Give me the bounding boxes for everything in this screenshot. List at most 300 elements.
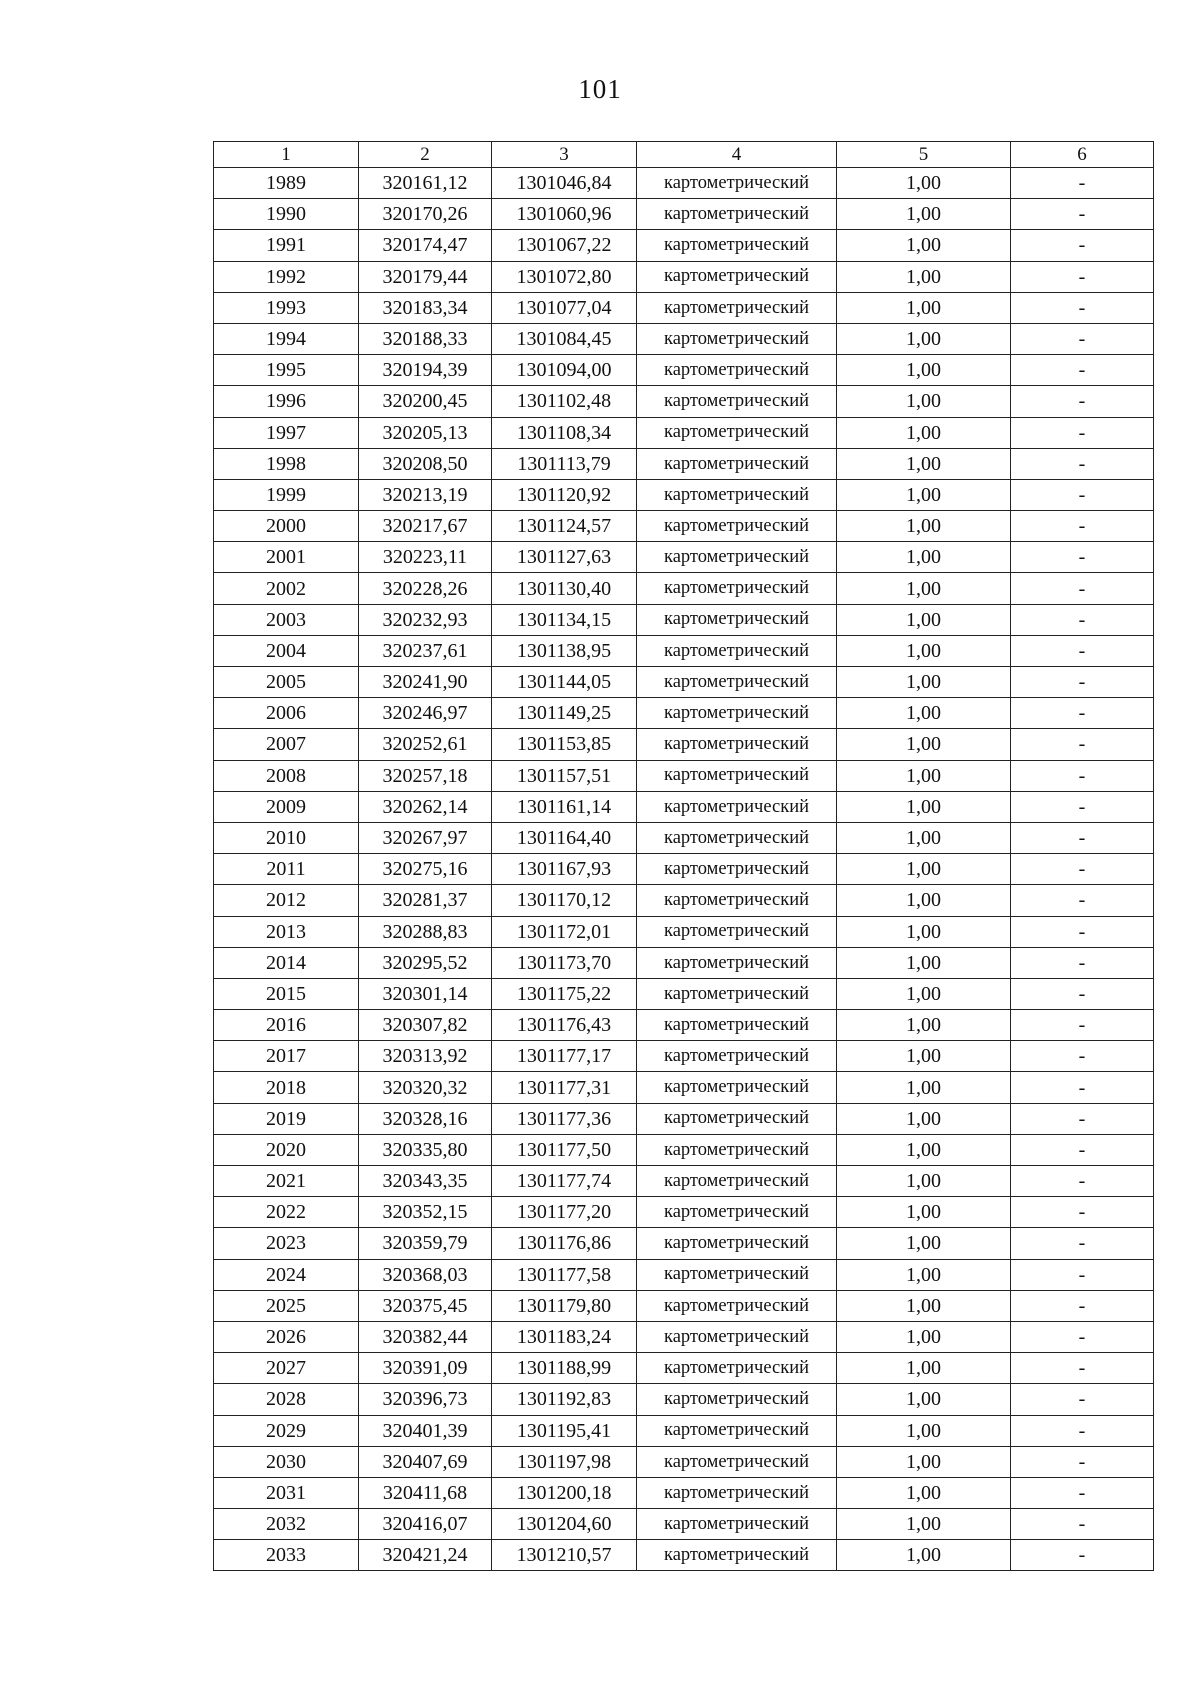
point-number-cell: 2018 <box>214 1072 359 1103</box>
x-coordinate-cell: 320313,92 <box>359 1041 492 1072</box>
method-cell: картометрический <box>637 542 837 573</box>
point-number-cell: 2008 <box>214 760 359 791</box>
y-coordinate-cell: 1301177,74 <box>492 1166 637 1197</box>
header-cell: 2 <box>359 142 492 168</box>
y-coordinate-cell: 1301176,86 <box>492 1228 637 1259</box>
note-cell: - <box>1011 978 1154 1009</box>
note-cell: - <box>1011 199 1154 230</box>
table-row <box>214 1540 1154 1571</box>
table-row <box>214 511 1154 542</box>
x-coordinate-cell: 320252,61 <box>359 729 492 760</box>
accuracy-cell: 1,00 <box>837 1228 1011 1259</box>
point-number-cell: 2001 <box>214 542 359 573</box>
note-cell: - <box>1011 417 1154 448</box>
point-number-cell: 2013 <box>214 916 359 947</box>
method-cell: картометрический <box>637 916 837 947</box>
point-number-cell: 2003 <box>214 604 359 635</box>
note-cell: - <box>1011 386 1154 417</box>
method-cell: картометрический <box>637 822 837 853</box>
y-coordinate-cell: 1301183,24 <box>492 1321 637 1352</box>
x-coordinate-cell: 320241,90 <box>359 667 492 698</box>
accuracy-cell: 1,00 <box>837 1010 1011 1041</box>
header-cell: 6 <box>1011 142 1154 168</box>
method-cell: картометрический <box>637 1259 837 1290</box>
y-coordinate-cell: 1301046,84 <box>492 168 637 199</box>
accuracy-cell: 1,00 <box>837 1166 1011 1197</box>
accuracy-cell: 1,00 <box>837 885 1011 916</box>
method-cell: картометрический <box>637 947 837 978</box>
method-cell: картометрический <box>637 1134 837 1165</box>
x-coordinate-cell: 320188,33 <box>359 323 492 354</box>
point-number-cell: 2031 <box>214 1477 359 1508</box>
method-cell: картометрический <box>637 698 837 729</box>
note-cell: - <box>1011 261 1154 292</box>
point-number-cell: 2017 <box>214 1041 359 1072</box>
note-cell: - <box>1011 479 1154 510</box>
method-cell: картометрический <box>637 1446 837 1477</box>
method-cell: картометрический <box>637 978 837 1009</box>
point-number-cell: 2023 <box>214 1228 359 1259</box>
method-cell: картометрический <box>637 386 837 417</box>
table-row <box>214 885 1154 916</box>
y-coordinate-cell: 1301204,60 <box>492 1509 637 1540</box>
point-number-cell: 2025 <box>214 1290 359 1321</box>
x-coordinate-cell: 320307,82 <box>359 1010 492 1041</box>
accuracy-cell: 1,00 <box>837 947 1011 978</box>
x-coordinate-cell: 320208,50 <box>359 448 492 479</box>
point-number-cell: 2005 <box>214 667 359 698</box>
accuracy-cell: 1,00 <box>837 479 1011 510</box>
point-number-cell: 2020 <box>214 1134 359 1165</box>
y-coordinate-cell: 1301167,93 <box>492 854 637 885</box>
note-cell: - <box>1011 448 1154 479</box>
x-coordinate-cell: 320262,14 <box>359 791 492 822</box>
y-coordinate-cell: 1301067,22 <box>492 230 637 261</box>
method-cell: картометрический <box>637 573 837 604</box>
note-cell: - <box>1011 1415 1154 1446</box>
note-cell: - <box>1011 542 1154 573</box>
note-cell: - <box>1011 511 1154 542</box>
y-coordinate-cell: 1301172,01 <box>492 916 637 947</box>
table-row <box>214 791 1154 822</box>
accuracy-cell: 1,00 <box>837 542 1011 573</box>
note-cell: - <box>1011 1446 1154 1477</box>
note-cell: - <box>1011 230 1154 261</box>
note-cell: - <box>1011 573 1154 604</box>
y-coordinate-cell: 1301177,36 <box>492 1103 637 1134</box>
table-row <box>214 916 1154 947</box>
accuracy-cell: 1,00 <box>837 292 1011 323</box>
method-cell: картометрический <box>637 791 837 822</box>
method-cell: картометрический <box>637 885 837 916</box>
accuracy-cell: 1,00 <box>837 168 1011 199</box>
coordinates-table <box>213 141 1154 1571</box>
note-cell: - <box>1011 1509 1154 1540</box>
y-coordinate-cell: 1301120,92 <box>492 479 637 510</box>
y-coordinate-cell: 1301161,14 <box>492 791 637 822</box>
accuracy-cell: 1,00 <box>837 978 1011 1009</box>
method-cell: картометрический <box>637 1415 837 1446</box>
note-cell: - <box>1011 947 1154 978</box>
method-cell: картометрический <box>637 604 837 635</box>
method-cell: картометрический <box>637 635 837 666</box>
y-coordinate-cell: 1301102,48 <box>492 386 637 417</box>
x-coordinate-cell: 320301,14 <box>359 978 492 1009</box>
point-number-cell: 1989 <box>214 168 359 199</box>
accuracy-cell: 1,00 <box>837 417 1011 448</box>
method-cell: картометрический <box>637 199 837 230</box>
method-cell: картометрический <box>637 1010 837 1041</box>
point-number-cell: 1994 <box>214 323 359 354</box>
note-cell: - <box>1011 760 1154 791</box>
table-row <box>214 604 1154 635</box>
y-coordinate-cell: 1301127,63 <box>492 542 637 573</box>
y-coordinate-cell: 1301170,12 <box>492 885 637 916</box>
method-cell: картометрический <box>637 168 837 199</box>
point-number-cell: 2019 <box>214 1103 359 1134</box>
method-cell: картометрический <box>637 854 837 885</box>
table-row <box>214 1103 1154 1134</box>
method-cell: картометрический <box>637 511 837 542</box>
note-cell: - <box>1011 1072 1154 1103</box>
point-number-cell: 2011 <box>214 854 359 885</box>
point-number-cell: 1998 <box>214 448 359 479</box>
method-cell: картометрический <box>637 1384 837 1415</box>
table-row <box>214 1353 1154 1384</box>
method-cell: картометрический <box>637 1072 837 1103</box>
x-coordinate-cell: 320267,97 <box>359 822 492 853</box>
x-coordinate-cell: 320320,32 <box>359 1072 492 1103</box>
table-row <box>214 760 1154 791</box>
x-coordinate-cell: 320416,07 <box>359 1509 492 1540</box>
point-number-cell: 1990 <box>214 199 359 230</box>
table-body <box>214 142 1154 1571</box>
y-coordinate-cell: 1301197,98 <box>492 1446 637 1477</box>
y-coordinate-cell: 1301108,34 <box>492 417 637 448</box>
note-cell: - <box>1011 729 1154 760</box>
method-cell: картометрический <box>637 1477 837 1508</box>
page-number: 101 <box>578 74 622 104</box>
x-coordinate-cell: 320161,12 <box>359 168 492 199</box>
table-row <box>214 355 1154 386</box>
table-row <box>214 1197 1154 1228</box>
x-coordinate-cell: 320295,52 <box>359 947 492 978</box>
accuracy-cell: 1,00 <box>837 1103 1011 1134</box>
accuracy-cell: 1,00 <box>837 729 1011 760</box>
accuracy-cell: 1,00 <box>837 822 1011 853</box>
x-coordinate-cell: 320335,80 <box>359 1134 492 1165</box>
table-row <box>214 978 1154 1009</box>
y-coordinate-cell: 1301200,18 <box>492 1477 637 1508</box>
accuracy-cell: 1,00 <box>837 1134 1011 1165</box>
table-row <box>214 1166 1154 1197</box>
table-row <box>214 323 1154 354</box>
method-cell: картометрический <box>637 417 837 448</box>
y-coordinate-cell: 1301177,58 <box>492 1259 637 1290</box>
table-row <box>214 199 1154 230</box>
accuracy-cell: 1,00 <box>837 1415 1011 1446</box>
table-row <box>214 292 1154 323</box>
x-coordinate-cell: 320281,37 <box>359 885 492 916</box>
note-cell: - <box>1011 698 1154 729</box>
x-coordinate-cell: 320217,67 <box>359 511 492 542</box>
point-number-cell: 1997 <box>214 417 359 448</box>
note-cell: - <box>1011 292 1154 323</box>
x-coordinate-cell: 320343,35 <box>359 1166 492 1197</box>
y-coordinate-cell: 1301149,25 <box>492 698 637 729</box>
point-number-cell: 1995 <box>214 355 359 386</box>
accuracy-cell: 1,00 <box>837 1259 1011 1290</box>
y-coordinate-cell: 1301195,41 <box>492 1415 637 1446</box>
method-cell: картометрический <box>637 1353 837 1384</box>
x-coordinate-cell: 320200,45 <box>359 386 492 417</box>
x-coordinate-cell: 320179,44 <box>359 261 492 292</box>
y-coordinate-cell: 1301072,80 <box>492 261 637 292</box>
note-cell: - <box>1011 1103 1154 1134</box>
x-coordinate-cell: 320401,39 <box>359 1415 492 1446</box>
note-cell: - <box>1011 1353 1154 1384</box>
accuracy-cell: 1,00 <box>837 1384 1011 1415</box>
y-coordinate-cell: 1301192,83 <box>492 1384 637 1415</box>
note-cell: - <box>1011 1041 1154 1072</box>
table-row <box>214 1134 1154 1165</box>
x-coordinate-cell: 320391,09 <box>359 1353 492 1384</box>
note-cell: - <box>1011 1290 1154 1321</box>
table-row <box>214 230 1154 261</box>
y-coordinate-cell: 1301084,45 <box>492 323 637 354</box>
table-row <box>214 386 1154 417</box>
table-row <box>214 1321 1154 1352</box>
table-row <box>214 947 1154 978</box>
x-coordinate-cell: 320411,68 <box>359 1477 492 1508</box>
note-cell: - <box>1011 916 1154 947</box>
point-number-cell: 2009 <box>214 791 359 822</box>
point-number-cell: 1993 <box>214 292 359 323</box>
x-coordinate-cell: 320368,03 <box>359 1259 492 1290</box>
y-coordinate-cell: 1301060,96 <box>492 199 637 230</box>
method-cell: картометрический <box>637 760 837 791</box>
x-coordinate-cell: 320396,73 <box>359 1384 492 1415</box>
point-number-cell: 1992 <box>214 261 359 292</box>
accuracy-cell: 1,00 <box>837 1041 1011 1072</box>
accuracy-cell: 1,00 <box>837 355 1011 386</box>
y-coordinate-cell: 1301124,57 <box>492 511 637 542</box>
accuracy-cell: 1,00 <box>837 511 1011 542</box>
note-cell: - <box>1011 791 1154 822</box>
method-cell: картометрический <box>637 479 837 510</box>
accuracy-cell: 1,00 <box>837 916 1011 947</box>
note-cell: - <box>1011 1477 1154 1508</box>
point-number-cell: 2015 <box>214 978 359 1009</box>
header-cell: 1 <box>214 142 359 168</box>
accuracy-cell: 1,00 <box>837 230 1011 261</box>
y-coordinate-cell: 1301179,80 <box>492 1290 637 1321</box>
y-coordinate-cell: 1301177,50 <box>492 1134 637 1165</box>
x-coordinate-cell: 320194,39 <box>359 355 492 386</box>
y-coordinate-cell: 1301177,31 <box>492 1072 637 1103</box>
accuracy-cell: 1,00 <box>837 1321 1011 1352</box>
table-row <box>214 168 1154 199</box>
method-cell: картометрический <box>637 230 837 261</box>
point-number-cell: 2024 <box>214 1259 359 1290</box>
table-row <box>214 261 1154 292</box>
note-cell: - <box>1011 1197 1154 1228</box>
method-cell: картометрический <box>637 1228 837 1259</box>
table-row <box>214 1415 1154 1446</box>
table-row <box>214 417 1154 448</box>
point-number-cell: 2030 <box>214 1446 359 1477</box>
method-cell: картометрический <box>637 323 837 354</box>
method-cell: картометрический <box>637 1103 837 1134</box>
method-cell: картометрический <box>637 1321 837 1352</box>
method-cell: картометрический <box>637 667 837 698</box>
accuracy-cell: 1,00 <box>837 667 1011 698</box>
accuracy-cell: 1,00 <box>837 1290 1011 1321</box>
point-number-cell: 2006 <box>214 698 359 729</box>
accuracy-cell: 1,00 <box>837 261 1011 292</box>
y-coordinate-cell: 1301164,40 <box>492 822 637 853</box>
accuracy-cell: 1,00 <box>837 323 1011 354</box>
method-cell: картометрический <box>637 1509 837 1540</box>
x-coordinate-cell: 320183,34 <box>359 292 492 323</box>
point-number-cell: 1991 <box>214 230 359 261</box>
table-row <box>214 698 1154 729</box>
table-row <box>214 448 1154 479</box>
header-cell: 3 <box>492 142 637 168</box>
table-row <box>214 1290 1154 1321</box>
point-number-cell: 2010 <box>214 822 359 853</box>
point-number-cell: 1996 <box>214 386 359 417</box>
point-number-cell: 2002 <box>214 573 359 604</box>
method-cell: картометрический <box>637 355 837 386</box>
method-cell: картометрический <box>637 1540 837 1571</box>
note-cell: - <box>1011 1010 1154 1041</box>
y-coordinate-cell: 1301138,95 <box>492 635 637 666</box>
method-cell: картометрический <box>637 1197 837 1228</box>
x-coordinate-cell: 320421,24 <box>359 1540 492 1571</box>
x-coordinate-cell: 320223,11 <box>359 542 492 573</box>
point-number-cell: 2012 <box>214 885 359 916</box>
accuracy-cell: 1,00 <box>837 1197 1011 1228</box>
accuracy-cell: 1,00 <box>837 1509 1011 1540</box>
table-row <box>214 667 1154 698</box>
table-header-row <box>214 142 1154 168</box>
table-row <box>214 1477 1154 1508</box>
note-cell: - <box>1011 885 1154 916</box>
y-coordinate-cell: 1301077,04 <box>492 292 637 323</box>
note-cell: - <box>1011 1228 1154 1259</box>
x-coordinate-cell: 320237,61 <box>359 635 492 666</box>
header-cell: 5 <box>837 142 1011 168</box>
note-cell: - <box>1011 323 1154 354</box>
method-cell: картометрический <box>637 729 837 760</box>
method-cell: картометрический <box>637 448 837 479</box>
point-number-cell: 2032 <box>214 1509 359 1540</box>
accuracy-cell: 1,00 <box>837 854 1011 885</box>
accuracy-cell: 1,00 <box>837 1446 1011 1477</box>
point-number-cell: 2033 <box>214 1540 359 1571</box>
y-coordinate-cell: 1301188,99 <box>492 1353 637 1384</box>
note-cell: - <box>1011 1166 1154 1197</box>
note-cell: - <box>1011 635 1154 666</box>
point-number-cell: 2028 <box>214 1384 359 1415</box>
x-coordinate-cell: 320174,47 <box>359 230 492 261</box>
y-coordinate-cell: 1301144,05 <box>492 667 637 698</box>
note-cell: - <box>1011 1384 1154 1415</box>
table-row <box>214 729 1154 760</box>
accuracy-cell: 1,00 <box>837 448 1011 479</box>
accuracy-cell: 1,00 <box>837 573 1011 604</box>
y-coordinate-cell: 1301153,85 <box>492 729 637 760</box>
accuracy-cell: 1,00 <box>837 1353 1011 1384</box>
x-coordinate-cell: 320352,15 <box>359 1197 492 1228</box>
table-row <box>214 1010 1154 1041</box>
accuracy-cell: 1,00 <box>837 199 1011 230</box>
x-coordinate-cell: 320205,13 <box>359 417 492 448</box>
y-coordinate-cell: 1301175,22 <box>492 978 637 1009</box>
accuracy-cell: 1,00 <box>837 791 1011 822</box>
x-coordinate-cell: 320257,18 <box>359 760 492 791</box>
x-coordinate-cell: 320407,69 <box>359 1446 492 1477</box>
point-number-cell: 2000 <box>214 511 359 542</box>
point-number-cell: 2027 <box>214 1353 359 1384</box>
y-coordinate-cell: 1301177,20 <box>492 1197 637 1228</box>
method-cell: картометрический <box>637 1041 837 1072</box>
x-coordinate-cell: 320170,26 <box>359 199 492 230</box>
point-number-cell: 2026 <box>214 1321 359 1352</box>
note-cell: - <box>1011 1134 1154 1165</box>
x-coordinate-cell: 320328,16 <box>359 1103 492 1134</box>
accuracy-cell: 1,00 <box>837 760 1011 791</box>
note-cell: - <box>1011 854 1154 885</box>
note-cell: - <box>1011 355 1154 386</box>
y-coordinate-cell: 1301134,15 <box>492 604 637 635</box>
accuracy-cell: 1,00 <box>837 1072 1011 1103</box>
table-row <box>214 854 1154 885</box>
x-coordinate-cell: 320232,93 <box>359 604 492 635</box>
accuracy-cell: 1,00 <box>837 604 1011 635</box>
table-row <box>214 1041 1154 1072</box>
point-number-cell: 2021 <box>214 1166 359 1197</box>
point-number-cell: 1999 <box>214 479 359 510</box>
y-coordinate-cell: 1301176,43 <box>492 1010 637 1041</box>
point-number-cell: 2004 <box>214 635 359 666</box>
table-row <box>214 1259 1154 1290</box>
table-row <box>214 822 1154 853</box>
table-row <box>214 573 1154 604</box>
y-coordinate-cell: 1301210,57 <box>492 1540 637 1571</box>
method-cell: картометрический <box>637 261 837 292</box>
method-cell: картометрический <box>637 1166 837 1197</box>
note-cell: - <box>1011 667 1154 698</box>
table-row <box>214 542 1154 573</box>
point-number-cell: 2029 <box>214 1415 359 1446</box>
y-coordinate-cell: 1301173,70 <box>492 947 637 978</box>
note-cell: - <box>1011 822 1154 853</box>
x-coordinate-cell: 320382,44 <box>359 1321 492 1352</box>
accuracy-cell: 1,00 <box>837 1477 1011 1508</box>
note-cell: - <box>1011 604 1154 635</box>
table-row <box>214 635 1154 666</box>
x-coordinate-cell: 320228,26 <box>359 573 492 604</box>
y-coordinate-cell: 1301177,17 <box>492 1041 637 1072</box>
x-coordinate-cell: 320359,79 <box>359 1228 492 1259</box>
table-row <box>214 1446 1154 1477</box>
point-number-cell: 2014 <box>214 947 359 978</box>
accuracy-cell: 1,00 <box>837 1540 1011 1571</box>
note-cell: - <box>1011 1259 1154 1290</box>
method-cell: картометрический <box>637 1290 837 1321</box>
